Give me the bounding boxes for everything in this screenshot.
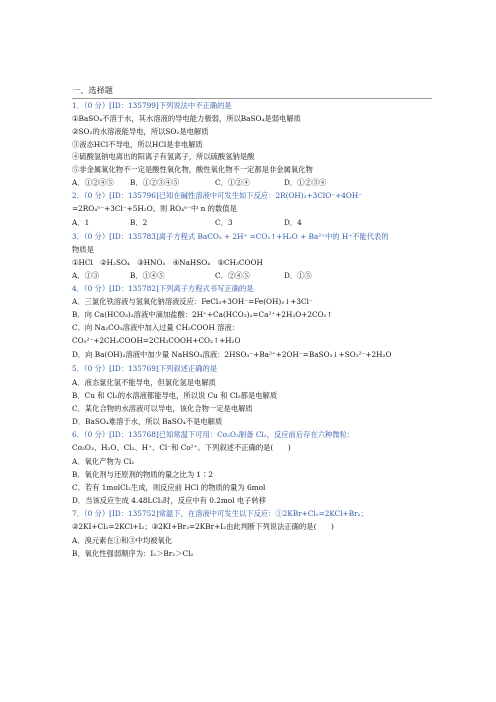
q1-option-b[interactable]: B．①②③④⑤: [130, 178, 180, 187]
q3-items: ①HCl ②H₂SO₄ ③HNO₃ ④NaHSO₄ ⑤CH₃COOH: [72, 258, 263, 267]
q1-statement-5: ⑤非金属氧化物不一定是酸性氧化物，酸性氧化物不一定都是非金属氧化物: [72, 165, 313, 174]
q5-option-d[interactable]: D．BaSO₄难溶于水，所以 BaSO₄不是电解质: [72, 417, 223, 426]
q3-option-a[interactable]: A．①③: [72, 271, 100, 280]
q6-option-a[interactable]: A．氧化产物为 Cl₂: [72, 457, 135, 466]
section-title: 一、选择题: [72, 86, 113, 95]
q6-option-c[interactable]: C．若有 1molCl₂生成，则反应前 HCl 的物质的量为 6mol: [72, 483, 266, 492]
q1-statement-3: ③液态HCl不导电，所以HCl是非电解质: [72, 140, 203, 149]
q5-option-a[interactable]: A．液态氯化氢不能导电，但氯化氢是电解质: [72, 378, 216, 387]
q1-option-a[interactable]: A．①②④⑤: [72, 178, 114, 187]
q5-option-c[interactable]: C．某化合物的水溶液可以导电，该化合物一定是电解质: [72, 404, 253, 413]
q3-option-b[interactable]: B．①④⑤: [130, 271, 165, 280]
q6-continuation: Co₂O₃、H₂O、Cl₂、H⁺、Cl⁻和 Co²⁺。下列叙述不正确的是( ): [72, 443, 291, 452]
q4-option-c-equation: CO₃²⁻+2CH₃COOH=2CH₃COOH+CO₂↑+H₂O: [72, 336, 241, 345]
q2-option-b[interactable]: B．2: [130, 218, 148, 227]
q6-option-d[interactable]: D．当该反应生成 4.48LCl₂时，反应中有 0.2mol 电子转移: [72, 496, 267, 505]
q1-statement-4: ④硫酸氢钠电离出的阳离子有氢离子，所以硫酸氢钠是酸: [72, 152, 255, 161]
section-divider: [72, 98, 432, 99]
q7-continuation: ②2KI+Cl₂=2KCl+I₂；③2KI+Br₂=2KBr+I₂由此判断下列说法正确的是( ): [72, 522, 334, 531]
q2-heading: 2．（0 分）[ID：135796]已知在碱性溶液中可发生如下反应：2R(OH)₃+3ClO⁻+4OH⁻: [72, 191, 363, 200]
q7-heading: 7．（0 分）[ID：135752]常温下，在溶液中可发生以下反应：①2KBr+Cl₂=2KCl+Br₂；: [72, 509, 368, 518]
q3-option-d[interactable]: D．①⑤: [284, 271, 312, 280]
q3-continuation: 物质是: [72, 245, 94, 254]
q2-option-a[interactable]: A．1: [72, 218, 90, 227]
q1-option-d[interactable]: D．①②③④: [284, 178, 327, 187]
q4-option-d[interactable]: D．向 Ba(OH)₂溶液中加少量 NaHSO₃溶液：2HSO₃⁻+Ba²⁺+2OH⁻=BaSO₃↓+SO₃²⁻+2H₂O: [72, 350, 392, 359]
q5-heading: 5．（0 分）[ID：135769]下列叙述正确的是: [72, 364, 218, 373]
q5-option-b[interactable]: B．Cu 和 Cl₂的水溶液都能导电，所以说 Cu 和 Cl₂都是电解质: [72, 391, 278, 400]
q2-option-c[interactable]: C．3: [215, 218, 233, 227]
q4-option-a[interactable]: A．三氯化铁溶液与氢氧化钠溶液反应：FeCl₃+3OH⁻=Fe(OH)₃↓+3Cl⁻: [72, 297, 313, 306]
q7-option-b[interactable]: B．氧化性强弱顺序为：I₂＞Br₂＞Cl₂: [72, 549, 194, 558]
q1-option-c[interactable]: C．①②④: [215, 178, 250, 187]
q4-heading: 4．（0 分）[ID：135782]下列离子方程式书写正确的是: [72, 284, 254, 293]
q1-statement-1: ①BaSO₄不溶于水，其水溶液的导电能力极弱，所以BaSO₄是弱电解质: [72, 114, 301, 123]
q7-option-a[interactable]: A．溴元素在①和③中均被氧化: [72, 536, 173, 545]
q2-continuation: =2RO₄ⁿ⁻+3Cl⁻+5H₂O。则 RO₄ⁿ⁻中 n 的数值是: [72, 204, 237, 213]
q2-option-d[interactable]: D．4: [284, 218, 302, 227]
q3-heading: 3．（0 分）[ID：135783]离子方程式 BaCO₃ + 2H⁺ =CO₂↑+H₂O + Ba²⁺中的 H⁺不能代表的: [72, 232, 389, 241]
q1-heading: 1．（0 分）[ID：135799]下列说法中不正确的是: [72, 101, 232, 110]
q6-heading: 6．（0 分）[ID：135768]已知常温下可用：Co₂O₃制备 Cl₂，反应前后存在六种微粒：: [72, 430, 355, 439]
q1-statement-2: ②SO₂的水溶液能导电，所以SO₂是电解质: [72, 127, 209, 136]
q4-option-b[interactable]: B．向 Ca(HCO₃)₂溶液中滴加盐酸：2H⁺+Ca(HCO₃)₂=Ca²⁺+2H₂O+2CO₂↑: [72, 310, 333, 319]
q3-option-c[interactable]: C．②④⑤: [215, 271, 250, 280]
q6-option-b[interactable]: B．氧化剂与还原剂的物质的量之比为 1∶2: [72, 470, 214, 479]
q4-option-c[interactable]: C．向 Na₂CO₃溶液中加入过量 CH₃COOH 溶液：: [72, 323, 240, 332]
